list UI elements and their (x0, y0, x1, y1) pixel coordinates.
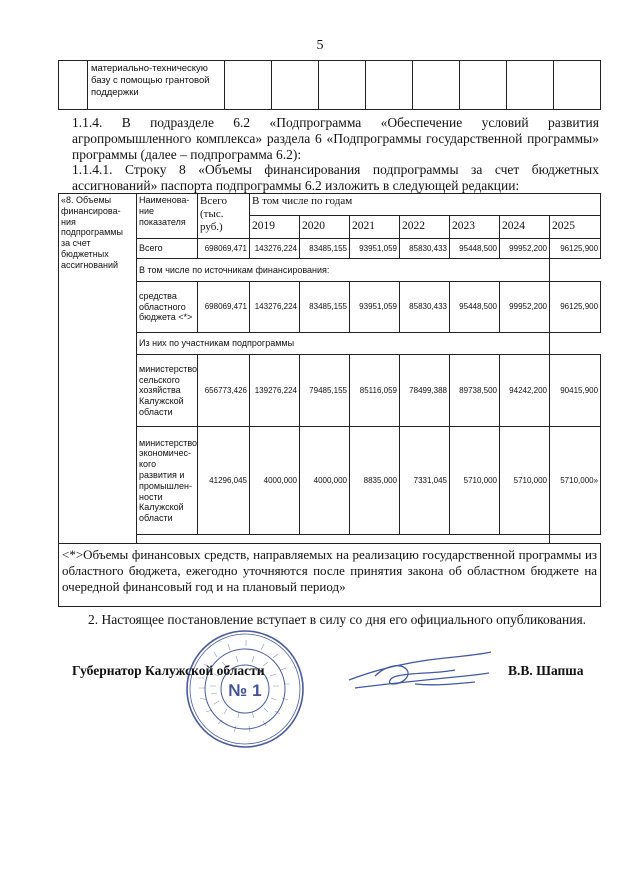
year-cell: 2019 (250, 216, 300, 238)
financing-table (58, 193, 601, 607)
official-seal (184, 628, 306, 750)
value-cell: 5710,000» (550, 427, 601, 535)
header-years: В том числе по годам (250, 194, 601, 216)
empty-cell (554, 61, 601, 110)
value-cell: 95448,500 (450, 281, 500, 332)
value-cell: 5710,000 (500, 427, 550, 535)
value-cell: 85830,433 (400, 281, 450, 332)
row-name: министерство сельского хозяйства Калужской области (137, 355, 198, 427)
value-cell: 78499,388 (400, 355, 450, 427)
year-cell: 2020 (300, 216, 350, 238)
value-cell: 7331,045 (400, 427, 450, 535)
row-name: средства областного бюджета <*> (137, 281, 198, 332)
page-number: 5 (316, 38, 324, 53)
value-cell: 85830,433 (400, 238, 450, 258)
continued-table-row (58, 60, 601, 110)
value-cell: 4000,000 (250, 427, 300, 535)
empty-cell (272, 61, 319, 110)
row-title-cell: «8. Объемы финансирова-ния подпрограммы за счет бюджетных ассигнований (59, 194, 137, 544)
row-total: 698069,471 (198, 238, 250, 258)
value-cell: 99952,200 (500, 238, 550, 258)
value-cell: 79485,155 (300, 355, 350, 427)
empty-cell (366, 61, 413, 110)
footnote: <*>Объемы финансовых средств, направляемых на реализацию государственной программы из областного бюджета, ежегодно уточняются после принятия закона об областном бюджете на очередной финансовый год и на плановый период» (59, 543, 601, 606)
table-row (59, 238, 601, 258)
value-cell: 93951,059 (350, 281, 400, 332)
paragraph-1: 1.1.4. В подразделе 6.2 «Подпрограмма «Обеспечение условий развития агропромышленного комплекса» раздела 6 «Подпрограммы государственной программы» программы (далее – подпрограмма 6.2): (72, 115, 599, 162)
empty-cell (225, 61, 272, 110)
year-cell: 2022 (400, 216, 450, 238)
empty-cell (413, 61, 460, 110)
row-total: 656773,426 (198, 355, 250, 427)
subheader-participants: Из них по участникам подпрограммы (137, 333, 550, 355)
value-cell: 90415,900 (550, 355, 601, 427)
empty-cell (460, 61, 507, 110)
value-cell: 95448,500 (450, 238, 500, 258)
value-cell: 143276,224 (250, 238, 300, 258)
year-cell: 2024 (500, 216, 550, 238)
value-cell: 143276,224 (250, 281, 300, 332)
table-row (59, 427, 601, 535)
header-name: Наименова-ние показателя (137, 194, 198, 239)
value-cell: 89738,500 (450, 355, 500, 427)
paragraph-3: 2. Настоящее постановление вступает в силу со дня его официального опубликования. (88, 612, 587, 627)
empty-cell (319, 61, 366, 110)
value-cell: 94242,200 (500, 355, 550, 427)
year-cell: 2025 (550, 216, 601, 238)
handwritten-signature (345, 640, 495, 700)
row-name: министерство экономичес-кого развития и промышлен-ности Калужской области (137, 427, 198, 535)
row-total: 698069,471 (198, 281, 250, 332)
seal-number: № 1 (228, 681, 262, 700)
year-cell: 2023 (450, 216, 500, 238)
value-cell: 96125,900 (550, 281, 601, 332)
empty-cell (59, 61, 88, 110)
table-row (59, 281, 601, 332)
value-cell: 85116,059 (350, 355, 400, 427)
header-total: Всего (тыс. руб.) (198, 194, 250, 239)
value-cell: 83485,155 (300, 281, 350, 332)
value-cell: 96125,900 (550, 238, 601, 258)
year-cell: 2021 (350, 216, 400, 238)
value-cell: 4000,000 (300, 427, 350, 535)
value-cell: 83485,155 (300, 238, 350, 258)
paragraph-2: 1.1.4.1. Строку 8 «Объемы финансирования подпрограммы за счет бюджетных ассигнований» паспорта подпрограммы 6.2 изложить в следующей редакции: (72, 162, 599, 193)
spacer-cell (137, 535, 550, 543)
value-cell: 5710,000 (450, 427, 500, 535)
table-row (59, 355, 601, 427)
row-name: Всего (137, 238, 198, 258)
subheader-sources: В том числе по источникам финансирования: (137, 259, 550, 281)
value-cell: 93951,059 (350, 238, 400, 258)
value-cell: 99952,200 (500, 281, 550, 332)
signer-position: Губернатор Калужской области (72, 663, 265, 678)
row-total: 41296,045 (198, 427, 250, 535)
signer-name: В.В. Шапша (508, 663, 584, 678)
value-cell: 139276,224 (250, 355, 300, 427)
value-cell: 8835,000 (350, 427, 400, 535)
row-description: материально-техническую базу с помощью грантовой поддержки (88, 61, 225, 110)
empty-cell (507, 61, 554, 110)
